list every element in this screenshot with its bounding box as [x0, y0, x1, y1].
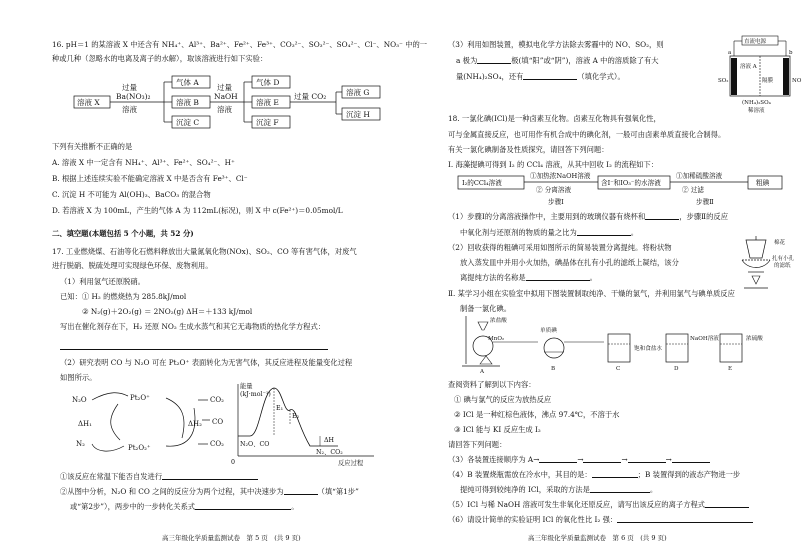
- app-label-c: C: [616, 366, 621, 372]
- q18-sub-1b: 中氧化剂与还原剂的物质的量之比为 。: [460, 228, 639, 237]
- q17-part-2b: 如图所示。: [60, 373, 97, 382]
- q16-stem-2: 种或几种（忽略水的电离及离子的水解），取该溶液进行如下实验：: [52, 54, 268, 63]
- device-bottom-1: (NH₄)₂SO₄: [742, 100, 771, 106]
- cycle-n2: N₂: [76, 440, 85, 448]
- iodine-arrow-2-top: ①加稀硫酸溶液: [676, 172, 723, 180]
- q17-sub-2: ②从图中分析，N₂O 和 CO 之间的反应分为两个过程，其中决速步为 （填“第1步”: [60, 487, 359, 496]
- energy-end: N₂、CO₂: [316, 449, 343, 456]
- flow-gasA: 气体 A: [176, 78, 199, 87]
- device-a: a: [728, 50, 732, 56]
- q18-part-ii-cont: 制备一氯化碘。: [460, 304, 512, 313]
- cycle-co2b: CO₂: [210, 440, 224, 448]
- q17-known-2: ② N₂(g)＋2O₂(g) ＝ 2NO₂(g) ΔH＝＋133 kJ/mol: [82, 307, 253, 316]
- energy-ylabel-1: 能量: [240, 383, 253, 390]
- q16-ask: 下列有关推断不正确的是: [52, 142, 133, 151]
- q17-sub-1: ①该反应在常温下能否自发进行: [52, 470, 258, 483]
- app-label-b: B: [551, 366, 556, 372]
- q17-part-2a: （2）研究表明 CO 与 N₂O 可在 Pt₂O⁺ 表面转化为无害气体，其反应进程及能量变化过程: [60, 358, 353, 367]
- q17-part-3b: a 极为 极(填“阳”或“阴”)，溶液 A 中的溶质除了有大: [456, 56, 659, 65]
- energy-origin: 0: [231, 459, 236, 466]
- flow-gasD: 气体 D: [256, 78, 280, 87]
- cycle-dh1: ΔH₁: [78, 420, 92, 428]
- right-footer: 高三年级化学质量监测试卷 第 6 页 (共 9 页): [528, 534, 667, 542]
- q16-option-b: B. 根据上述连续实验不能确定溶液 X 中是否含有 Fe³⁺、Cl⁻: [52, 174, 248, 183]
- device-right-in: NO: [792, 78, 802, 84]
- q18-fact-3: ③ ICl 能与 KI 反应生成 I₂: [454, 425, 541, 434]
- flow-step2-bot: 溶液: [217, 105, 232, 114]
- energy-xlabel: 反应过程: [338, 460, 364, 467]
- q17-catalyst-cycle: [70, 388, 240, 456]
- app-hcl: 浓盐酸: [490, 318, 507, 324]
- cycle-pt1: Pt₂O⁺: [130, 394, 150, 402]
- q17-known-1: 已知：① H₂ 的燃烧热为 285.8kJ/mol: [60, 292, 187, 301]
- q18-iodine-flow: [456, 170, 796, 208]
- device-left-in: SO₂: [718, 78, 729, 84]
- flow-solE: 溶液 E: [256, 98, 279, 107]
- iodine-box-3-label: 粗碘: [756, 179, 770, 187]
- cycle-pt2: Pt₂O₂⁺: [128, 444, 151, 452]
- side-paper-1: 扎有小孔: [772, 256, 795, 262]
- flow-step3: 过量 CO₂: [294, 92, 327, 101]
- energy-ylabel-2: (kJ·mol⁻¹): [240, 391, 271, 398]
- app-label-e: E: [728, 366, 733, 372]
- q18-stem-2: 可与金属直接反应，也可用作有机合成中的碘化剂，一般可由卤素单质直接化合制得。: [448, 130, 726, 139]
- q17-sub-2-cont: 或“第2步”），两步中的一步转化关系式 。: [70, 502, 299, 511]
- energy-e2: E₂: [292, 413, 300, 420]
- q16-option-c: C. 沉淀 H 不可能为 Al(OH)₃、BaCO₃ 的混合物: [52, 190, 211, 199]
- flow-step1-bot: 溶液: [122, 105, 137, 114]
- device-title: 直流电源: [744, 39, 767, 45]
- q18-info: 查阅资料了解到以下内容：: [448, 380, 536, 389]
- cycle-co: CO: [212, 418, 224, 426]
- iodine-arrow-2-bot: ② 过滤: [682, 186, 704, 194]
- app-mno2: MnO₂: [488, 336, 505, 342]
- cycle-co2a: CO₂: [210, 396, 224, 404]
- iodine-box-1-label: I₂的CCl₄溶液: [462, 179, 502, 187]
- q18-stem-3: 有关一氯化碘制备及性质探究，请回答下列问题：: [448, 145, 609, 154]
- q18-sub-5: （5）ICl 与稀 NaOH 溶液可发生非氧化还原反应，请写出该反应的离子方程式: [448, 498, 749, 511]
- q17-stem-1: 17. 工业燃烧煤、石油等化石燃料释放出大量氮氧化物(NOx)、SO₂、CO 等有害气体，对废气: [52, 247, 357, 256]
- app-nacl: 饱和食盐水: [634, 346, 662, 352]
- energy-dh: ΔH: [324, 437, 335, 444]
- q17-energy-diagram: [228, 380, 378, 468]
- side-cotton: 棉花: [774, 240, 786, 246]
- section-2-heading: 二、填空题(本题包括 5 个小题，共 52 分): [52, 229, 194, 238]
- energy-start: N₂O、CO: [240, 441, 270, 448]
- device-membrane: 隔膜: [762, 78, 774, 84]
- q18-sub-2a: （2）回收获得的粗碘可采用如图所示的简易装置分离提纯。将粉状物: [448, 243, 672, 252]
- electrolysis-device: [718, 34, 804, 114]
- q17-ask-1: 写出在催化剂存在下，H₂ 还原 NO₂ 生成水蒸气和其它无毒物质的热化学方程式：: [60, 322, 326, 331]
- q16-flowchart: [72, 68, 382, 134]
- cycle-n2o: N₂O: [72, 396, 87, 404]
- q16-option-a: A. 溶液 X 中一定含有 NH₄⁺、Al³⁺、Fe²⁺、SO₄²⁻、H⁺: [52, 158, 235, 167]
- flow-ppF: 沉淀 F: [256, 118, 279, 127]
- q18-sub-1a: （1）步骤Ⅰ的分离溶液操作中，主要用到的玻璃仪器有烧杯和 ，步骤Ⅱ的反应: [448, 212, 728, 221]
- q18-sub-3: （3）各装置连接顺序为 A→ → → →: [448, 453, 710, 466]
- iodine-step-1: 步骤Ⅰ: [548, 198, 564, 206]
- app-naoh: NaOH溶液: [690, 336, 719, 342]
- q18-sub-4b: 提纯可得到较纯净的 ICl，采取的方法是 。: [460, 485, 658, 494]
- q18-stem-1: 18. 一氯化碘(ICl)是一种卤素互化物。卤素互化物具有强氧化性，: [448, 114, 661, 123]
- device-b: b: [789, 50, 793, 56]
- app-h2so4: 浓硫酸: [746, 336, 763, 342]
- q17-part-3c: 量(NH₄)₂SO₄，还有 （填化学式）。: [456, 72, 625, 81]
- q17-part-3a: （3）利用如图装置，模拟电化学方法除去雾霾中的 NO、SO₂，则: [448, 40, 664, 49]
- flow-step2-mid: NaOH: [214, 92, 238, 101]
- flow-ppC: 沉淀 C: [176, 118, 200, 127]
- q17-stem-2: 进行脱硝、脱硫处理可实现绿色环保、废物利用。: [52, 261, 213, 270]
- device-liquid: 溶液 A: [740, 64, 757, 70]
- side-paper-2: 的滤纸: [774, 263, 791, 269]
- q16-option-d: D. 若溶液 X 为 100mL，产生的气体 A 为 112mL(标况)，则 X 中 c(Fe²⁺)＝0.05mol/L: [52, 206, 343, 215]
- left-footer: 高三年级化学质量监测试卷 第 5 页 (共 9 页): [162, 534, 301, 542]
- flow-start: 溶液 X: [77, 98, 100, 107]
- iodine-arrow-1-top: ①加热浓NaOH溶液: [530, 172, 591, 180]
- iodine-step-2: 步骤Ⅱ: [696, 198, 714, 206]
- q17-part-1: （1）利用氢气还原脱硝。: [60, 277, 145, 286]
- q18-sub-6: （6）请设计简单的实验证明 ICl 的氧化性比 I₂ 强：: [448, 513, 753, 526]
- q18-sub-2b: 放入蒸发皿中并用小火加热，碘晶体在扎有小孔的滤纸上凝结，该分: [460, 258, 679, 267]
- q18-part-ii: Ⅱ. 某学习小组在实验室中拟用下图装置制取纯净、干燥的氯气，并利用氯气与碘单质反应: [448, 289, 735, 298]
- flow-step2-top: 过量: [217, 83, 232, 92]
- iodine-box-2-label: 含I⁻和IO₃⁻的水溶液: [601, 179, 661, 187]
- q18-sub-2c: 离提纯方法的名称是 。: [460, 273, 597, 282]
- app-iodine: 单质碘: [540, 328, 557, 334]
- q18-part-i: Ⅰ. 海藻提碘可得到 I₂ 的 CCl₄ 溶液，从其中回收 I₂ 的流程如下：: [448, 160, 659, 169]
- q18-sub-4a: （4）B 装置烧瓶需放在冷水中，其目的是： ；B 装置得到的液态产物进一步: [448, 470, 741, 479]
- flow-step1-top: 过量: [122, 83, 137, 92]
- flow-ppH: 沉淀 H: [346, 110, 370, 119]
- energy-e1: E₁: [276, 405, 284, 412]
- q18-fact-2: ② ICl 是一种红棕色液体，沸点 97.4℃，不溶于水: [454, 410, 620, 419]
- iodine-arrow-1-bot: ② 分离溶液: [536, 186, 572, 194]
- app-label-a: A: [480, 369, 485, 375]
- sublimation-apparatus: [738, 236, 804, 292]
- q18-ans-intro: 请回答下列问题：: [448, 440, 507, 449]
- flow-solG: 溶液 G: [346, 88, 370, 97]
- flow-step1-mid: Ba(NO₃)₂: [116, 92, 151, 101]
- q16-stem-1: 16. pH＝1 的某溶液 X 中还含有 NH₄⁺、Al³⁺、Ba²⁺、Fe²⁺、Fe³⁺、CO₃²⁻、SO₃²⁻、SO₄²⁻、Cl⁻、NO₃⁻ 中的一: [52, 40, 428, 49]
- q17-answer-line-1: [60, 340, 328, 353]
- device-bottom-2: 稀溶液: [748, 108, 765, 114]
- app-label-d: D: [674, 366, 679, 372]
- q18-fact-1: ① 碘与氯气的反应为放热反应: [454, 395, 552, 404]
- chlorine-apparatus: [458, 312, 778, 375]
- flow-solB: 溶液 B: [176, 98, 199, 107]
- cycle-dh2: ΔH₂: [188, 420, 202, 428]
